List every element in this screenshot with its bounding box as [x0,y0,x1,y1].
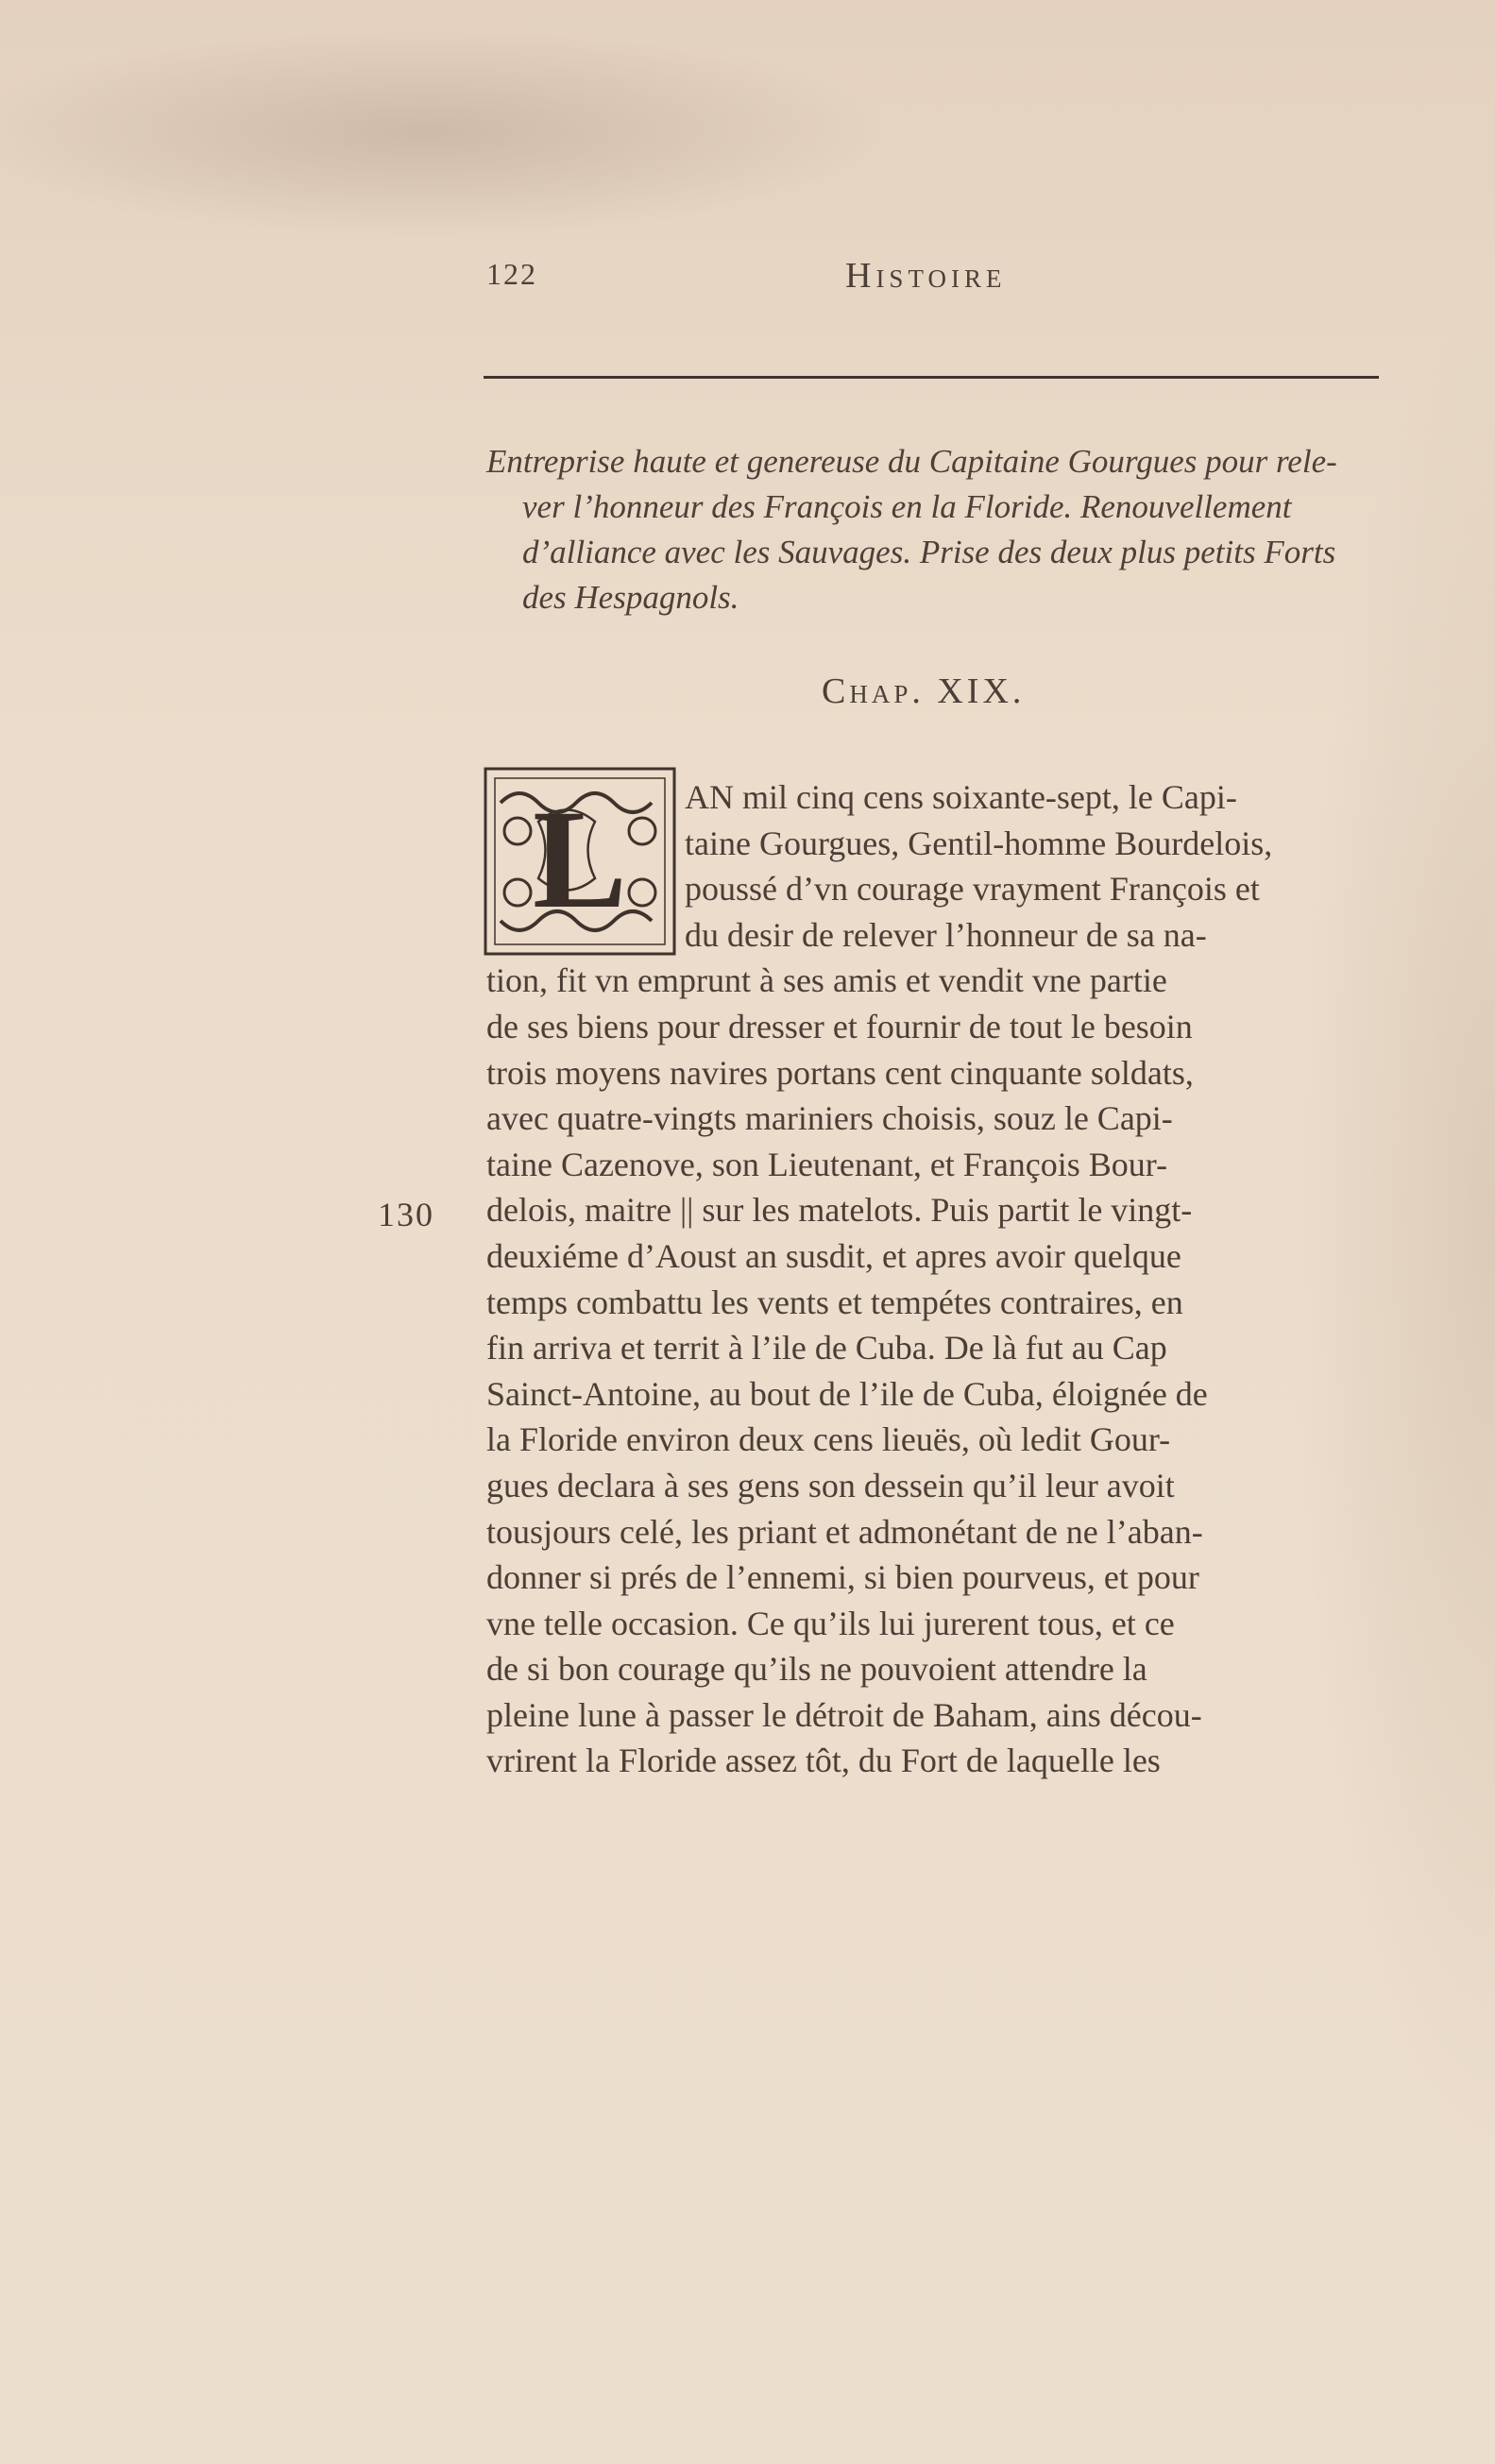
dropcap-letter: L [532,781,628,938]
body-line: poussé d’vn courage vrayment François et [685,870,1260,909]
page-number: 122 [486,257,537,291]
body-line: gues declara à ses gens son dessein qu’il leur avoit [486,1466,1175,1504]
body-line: delois, maitre || sur les matelots. Puis partit le vingt- [486,1191,1193,1230]
chapter-summary [486,439,1388,620]
body-line: pleine lune à passer le détroit de Baham, ains décou- [486,1695,1202,1734]
body-line: taine Gourgues, Gentil-homme Bourdelois, [685,824,1273,862]
summary-line: d’alliance avec les Sauvages. Prise des deux plus petits Forts [522,534,1336,570]
body-line: vne telle occasion. Ce qu’ils lui jurerent tous, et ce [486,1604,1175,1642]
header-rule [484,376,1379,379]
body-line: du desir de relever l’honneur de sa na- [685,915,1207,954]
summary-line: des Hespagnols. [522,579,739,616]
running-head: Histoire [845,256,1007,296]
body-line: la Floride environ deux cens lieuës, où ledit Gour- [486,1420,1171,1459]
body-line: donner si prés de l’ennemi, si bien pourveus, et pour [486,1558,1199,1597]
body-line: vrirent la Floride assez tôt, du Fort de laquelle les [486,1742,1161,1780]
page-header [486,257,1374,304]
body-line: tion, fit vn emprunt à ses amis et vendit vne partie [486,961,1167,1000]
body-line: de ses biens pour dresser et fournir de tout le besoin [486,1007,1193,1045]
body-line: Sainct-Antoine, au bout de l’ile de Cuba, éloignée de [486,1374,1208,1413]
body-line: trois moyens navires portans cent cinquante soldats, [486,1053,1194,1092]
body-line: deuxiéme d’Aoust an susdit, et apres avoir quelque [486,1236,1181,1275]
body-line: tousjours celé, les priant et admonétant de ne l’aban- [486,1512,1203,1551]
body-line: temps combattu les vents et tempétes contraires, en [486,1283,1183,1321]
summary-line: ver l’honneur des François en la Floride. Renouvellement [522,488,1292,525]
body-line: taine Cazenove, son Lieutenant, et François Bour- [486,1145,1168,1183]
body-line: AN mil cinq cens soixante-sept, le Capi- [685,778,1237,816]
body-line: fin arriva et territ à l’ile de Cuba. De là fut au Cap [486,1329,1167,1368]
summary-line: Entreprise haute et genereuse du Capitaine Gourgues pour rele- [486,443,1337,480]
body-line: avec quatre-vingts mariniers choisis, souz le Capi- [486,1099,1173,1138]
body-line: de si bon courage qu’ils ne pouvoient attendre la [486,1650,1147,1689]
chapter-heading: Chap. XIX. [822,671,1026,711]
margin-line-number: 130 [378,1196,434,1233]
body-text [486,774,1393,1784]
